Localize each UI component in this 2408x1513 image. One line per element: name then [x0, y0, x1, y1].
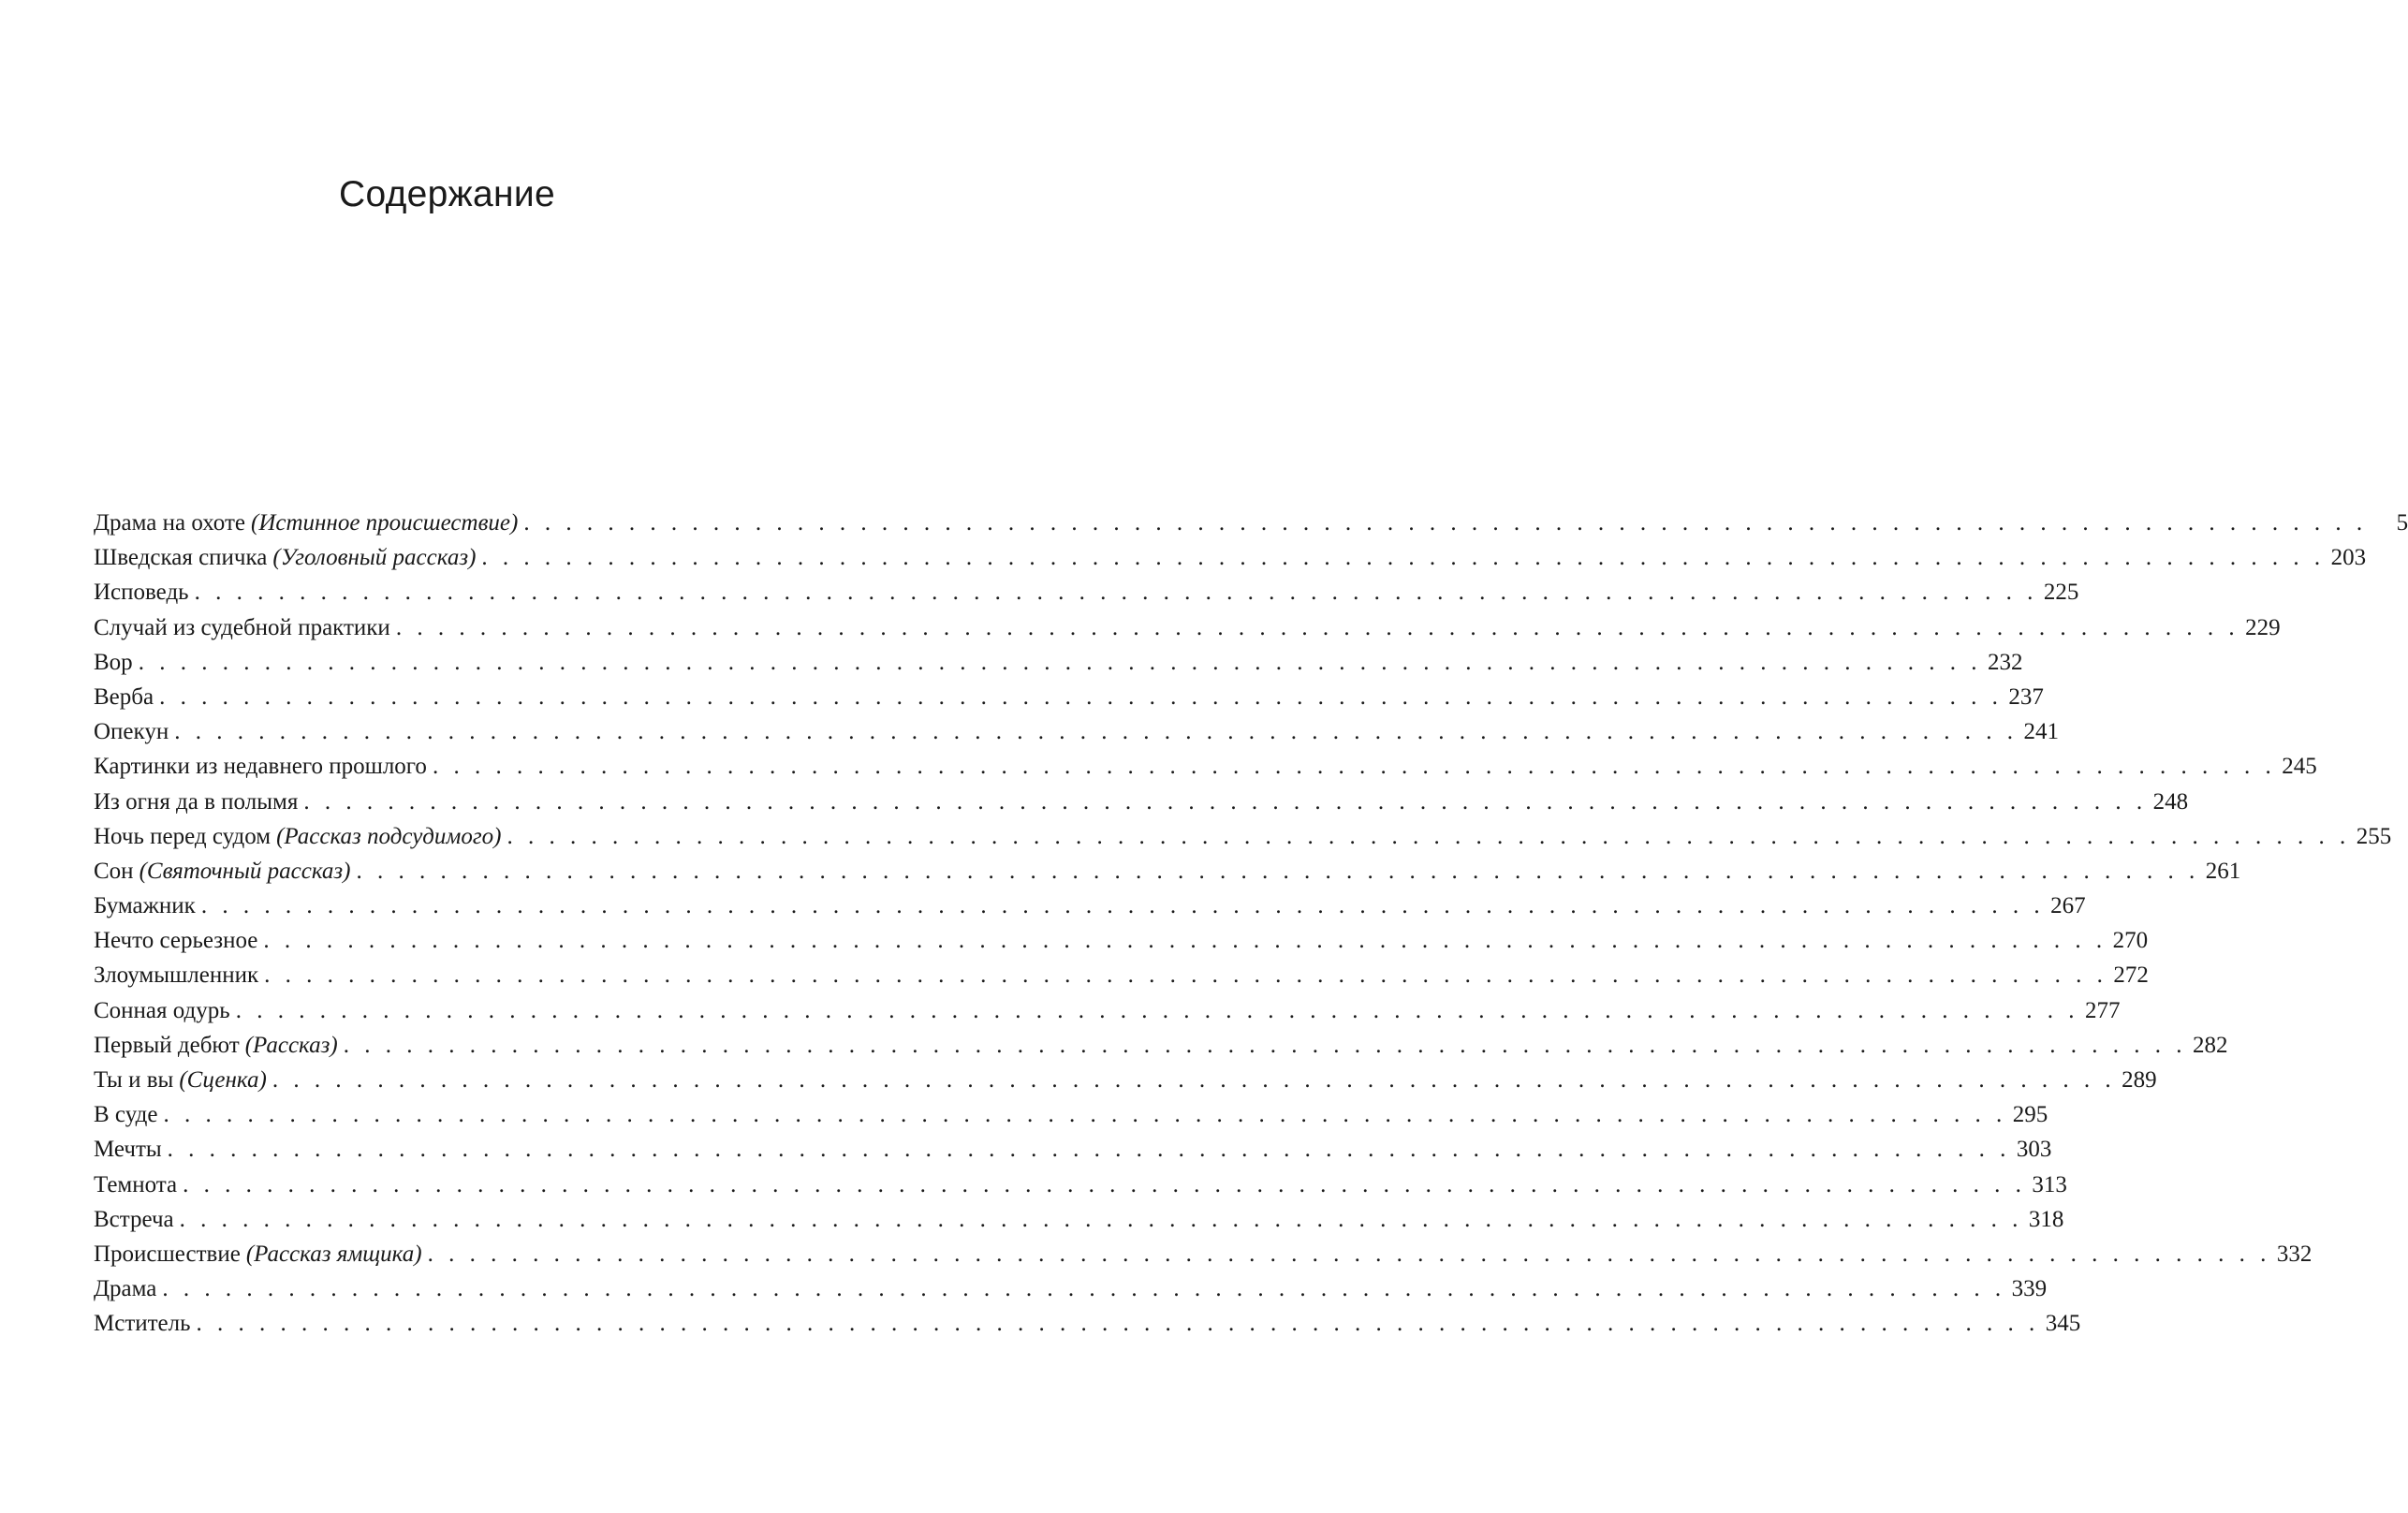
toc-entry-title: Темнота: [94, 1171, 178, 1197]
dot-leader: . . . . . . . . . . . . . . . . . . . . . . . . . . . . . . . . . . . . . . . . . . . . . . . . . . . . . . . . . . . . . . . . . . . . . . . . . . . . . . . . . . . . . . . .: [523, 510, 2368, 536]
toc-entry[interactable]: [94, 1202, 2064, 1237]
table-of-contents: [94, 506, 2408, 1342]
toc-entry[interactable]: [94, 1271, 2048, 1306]
toc-entry-title: Сонная одурь: [94, 997, 230, 1023]
dot-leader: . . . . . . . . . . . . . . . . . . . . . . . . . . . . . . . . . . . . . . . . . . . . . . . . . . . . . . . . . . . . . . . . . . . . . . . . . . . . . . . . . . . . . . . .: [138, 649, 1982, 675]
toc-entry-title: Мститель: [94, 1311, 191, 1337]
toc-page-number: 232: [1987, 649, 2023, 675]
toc-entry[interactable]: [94, 1306, 2081, 1341]
dot-leader: . . . . . . . . . . . . . . . . . . . . . . . . . . . . . . . . . . . . . . . . . . . . . . . . . . . . . . . . . . . . . . . . . . . . . . . . . . . . . . . . . . . . . . . .: [343, 1032, 2187, 1058]
toc-entry[interactable]: [94, 506, 2408, 540]
toc-entry[interactable]: [94, 1168, 2067, 1202]
toc-entry-title: Встреча: [94, 1206, 174, 1232]
toc-entry[interactable]: [94, 575, 2079, 610]
toc-entry-title: Бумажник: [94, 893, 196, 919]
dot-leader: . . . . . . . . . . . . . . . . . . . . . . . . . . . . . . . . . . . . . . . . . . . . . . . . . . . . . . . . . . . . . . . . . . . . . . . . . . . . . . . . . . . . . . . .: [427, 1241, 2271, 1267]
toc-page-number: 339: [2011, 1276, 2048, 1302]
dot-leader: . . . . . . . . . . . . . . . . . . . . . . . . . . . . . . . . . . . . . . . . . . . . . . . . . . . . . . . . . . . . . . . . . . . . . . . . . . . . . . . . . . . . . . . .: [159, 683, 2003, 710]
toc-page-number: 237: [2008, 683, 2044, 710]
toc-page-number: 248: [2152, 788, 2189, 815]
dot-leader: . . . . . . . . . . . . . . . . . . . . . . . . . . . . . . . . . . . . . . . . . . . . . . . . . . . . . . . . . . . . . . . . . . . . . . . . . . . . . . . . . . . . . . . .: [395, 614, 2239, 640]
dot-leader: . . . . . . . . . . . . . . . . . . . . . . . . . . . . . . . . . . . . . . . . . . . . . . . . . . . . . . . . . . . . . . . . . . . . . . . . . . . . . . . . . . . . . . . .: [174, 719, 2018, 745]
toc-entry-title: Нечто серьезное: [94, 928, 258, 954]
dot-leader: . . . . . . . . . . . . . . . . . . . . . . . . . . . . . . . . . . . . . . . . . . . . . . . . . . . . . . . . . . . . . . . . . . . . . . . . . . . . . . . . . . . . . . . .: [194, 580, 2038, 606]
toc-page-number: 245: [2282, 754, 2317, 780]
toc-entry-title: Сон (Святочный рассказ): [94, 858, 351, 884]
dot-leader: . . . . . . . . . . . . . . . . . . . . . . . . . . . . . . . . . . . . . . . . . . . . . . . . . . . . . . . . . . . . . . . . . . . . . . . . . . . . . . . . . . . . . . . .: [303, 788, 2148, 815]
dot-leader: . . . . . . . . . . . . . . . . . . . . . . . . . . . . . . . . . . . . . . . . . . . . . . . . . . . . . . . . . . . . . . . . . . . . . . . . . . . . . . . . . . . . . . . .: [162, 1276, 2006, 1302]
toc-entry[interactable]: [94, 1028, 2228, 1063]
dot-leader: . . . . . . . . . . . . . . . . . . . . . . . . . . . . . . . . . . . . . . . . . . . . . . . . . . . . . . . . . . . . . . . . . . . . . . . . . . . . . . . . . . . . . . . .: [356, 858, 2200, 884]
toc-entry-title: Опекун: [94, 719, 169, 745]
dot-leader: . . . . . . . . . . . . . . . . . . . . . . . . . . . . . . . . . . . . . . . . . . . . . . . . . . . . . . . . . . . . . . . . . . . . . . . . . . . . . . . . . . . . . . . .: [507, 823, 2351, 849]
toc-page-number: 303: [2016, 1137, 2052, 1163]
toc-entry-title: Первый дебют (Рассказ): [94, 1032, 338, 1058]
dot-leader: . . . . . . . . . . . . . . . . . . . . . . . . . . . . . . . . . . . . . . . . . . . . . . . . . . . . . . . . . . . . . . . . . . . . . . . . . . . . . . . . . . . . . . . .: [264, 962, 2107, 989]
dot-leader: . . . . . . . . . . . . . . . . . . . . . . . . . . . . . . . . . . . . . . . . . . . . . . . . . . . . . . . . . . . . . . . . . . . . . . . . . . . . . . . . . . . . . . . .: [183, 1171, 2026, 1197]
toc-entry-title: Драма на охоте (Истинное происшествие): [94, 510, 519, 536]
toc-entry[interactable]: [94, 889, 2086, 923]
toc-entry-title: Картинки из недавнего прошлого: [94, 754, 427, 780]
dot-leader: . . . . . . . . . . . . . . . . . . . . . . . . . . . . . . . . . . . . . . . . . . . . . . . . . . . . . . . . . . . . . . . . . . . . . . . . . . . . . . . . . . . . . . . .: [200, 893, 2045, 919]
toc-entry-title: Злоумышленник: [94, 962, 259, 989]
dot-leader: . . . . . . . . . . . . . . . . . . . . . . . . . . . . . . . . . . . . . . . . . . . . . . . . . . . . . . . . . . . . . . . . . . . . . . . . . . . . . . . . . . . . . . . .: [179, 1206, 2023, 1232]
toc-entry-title: Вор: [94, 649, 133, 675]
toc-page-number: 272: [2113, 962, 2149, 989]
dot-leader: . . . . . . . . . . . . . . . . . . . . . . . . . . . . . . . . . . . . . . . . . . . . . . . . . . . . . . . . . . . . . . . . . . . . . . . . . . . . . . . . . . . . . . . .: [272, 1067, 2116, 1093]
toc-entry[interactable]: [94, 785, 2189, 819]
toc-entry-subtitle: (Истинное происшествие): [251, 510, 519, 536]
toc-entry[interactable]: [94, 1237, 2313, 1271]
toc-entry-title: Ты и вы (Сценка): [94, 1067, 267, 1093]
toc-page-number: 241: [2023, 719, 2059, 745]
toc-entry[interactable]: [94, 1063, 2157, 1097]
dot-leader: . . . . . . . . . . . . . . . . . . . . . . . . . . . . . . . . . . . . . . . . . . . . . . . . . . . . . . . . . . . . . . . . . . . . . . . . . . . . . . . . . . . . . . . .: [163, 1102, 2007, 1128]
toc-entry-title: Исповедь: [94, 580, 189, 606]
dot-leader: . . . . . . . . . . . . . . . . . . . . . . . . . . . . . . . . . . . . . . . . . . . . . . . . . . . . . . . . . . . . . . . . . . . . . . . . . . . . . . . . . . . . . . . .: [167, 1137, 2011, 1163]
toc-page-number: 332: [2276, 1241, 2313, 1267]
toc-entry[interactable]: [94, 645, 2023, 680]
dot-leader: . . . . . . . . . . . . . . . . . . . . . . . . . . . . . . . . . . . . . . . . . . . . . . . . . . . . . . . . . . . . . . . . . . . . . . . . . . . . . . . . . . . . . . . .: [432, 754, 2276, 780]
toc-entry-title: Верба: [94, 683, 154, 710]
toc-page-number: 277: [2084, 997, 2121, 1023]
toc-page-number: 261: [2205, 858, 2241, 884]
toc-entry-subtitle: (Рассказ подсудимого): [276, 823, 502, 849]
dot-leader: . . . . . . . . . . . . . . . . . . . . . . . . . . . . . . . . . . . . . . . . . . . . . . . . . . . . . . . . . . . . . . . . . . . . . . . . . . . . . . . . . . . . . . . .: [481, 545, 2326, 571]
dot-leader: . . . . . . . . . . . . . . . . . . . . . . . . . . . . . . . . . . . . . . . . . . . . . . . . . . . . . . . . . . . . . . . . . . . . . . . . . . . . . . . . . . . . . . . .: [235, 997, 2079, 1023]
toc-entry-title: Из огня да в полымя: [94, 788, 299, 815]
toc-entry[interactable]: [94, 1097, 2048, 1132]
toc-page-number: 295: [2012, 1102, 2048, 1128]
toc-entry-subtitle: (Сценка): [179, 1067, 267, 1093]
toc-entry-subtitle: (Рассказ): [244, 1032, 338, 1058]
toc-entry[interactable]: [94, 993, 2121, 1028]
toc-page-number: 203: [2330, 545, 2367, 571]
toc-entry[interactable]: [94, 923, 2149, 958]
toc-page-number: 318: [2028, 1206, 2064, 1232]
toc-page-number: 289: [2122, 1067, 2157, 1093]
toc-entry[interactable]: [94, 854, 2241, 889]
toc-entry[interactable]: [94, 749, 2317, 784]
toc-entry[interactable]: [94, 610, 2281, 645]
toc-entry-title: Драма: [94, 1276, 157, 1302]
toc-entry-title: Шведская спичка (Уголовный рассказ): [94, 545, 477, 571]
toc-entry[interactable]: [94, 819, 2392, 854]
toc-entry[interactable]: [94, 958, 2149, 992]
toc-entry-title: Происшествие (Рассказ ямщика): [94, 1241, 422, 1267]
toc-entry-subtitle: (Рассказ ямщика): [245, 1241, 422, 1267]
toc-page-number: 313: [2032, 1171, 2067, 1197]
dot-leader: . . . . . . . . . . . . . . . . . . . . . . . . . . . . . . . . . . . . . . . . . . . . . . . . . . . . . . . . . . . . . . . . . . . . . . . . . . . . . . . . . . . . . . . .: [263, 928, 2107, 954]
toc-page-number: 5: [2396, 510, 2408, 536]
toc-entry-title: Случай из судебной практики: [94, 614, 390, 640]
toc-page-number: 229: [2245, 614, 2281, 640]
toc-entry-title: Ночь перед судом (Рассказ подсудимого): [94, 823, 502, 849]
toc-entry[interactable]: [94, 680, 2044, 714]
toc-entry[interactable]: [94, 1132, 2052, 1167]
toc-page-number: 267: [2050, 893, 2086, 919]
toc-entry[interactable]: [94, 714, 2059, 749]
toc-entry[interactable]: [94, 540, 2367, 575]
toc-entry-title: В суде: [94, 1102, 158, 1128]
toc-entry-subtitle: (Святочный рассказ): [139, 858, 351, 884]
toc-page-number: 282: [2192, 1032, 2228, 1058]
toc-page-number: 345: [2045, 1311, 2081, 1337]
toc-entry-title: Мечты: [94, 1137, 162, 1163]
dot-leader: . . . . . . . . . . . . . . . . . . . . . . . . . . . . . . . . . . . . . . . . . . . . . . . . . . . . . . . . . . . . . . . . . . . . . . . . . . . . . . . . . . . . . . . .: [196, 1311, 2040, 1337]
page-title: Содержание: [339, 174, 555, 214]
toc-page-number: 255: [2356, 823, 2392, 849]
toc-page-number: 225: [2043, 580, 2079, 606]
toc-page-number: 270: [2112, 928, 2149, 954]
toc-entry-subtitle: (Уголовный рассказ): [272, 545, 477, 571]
